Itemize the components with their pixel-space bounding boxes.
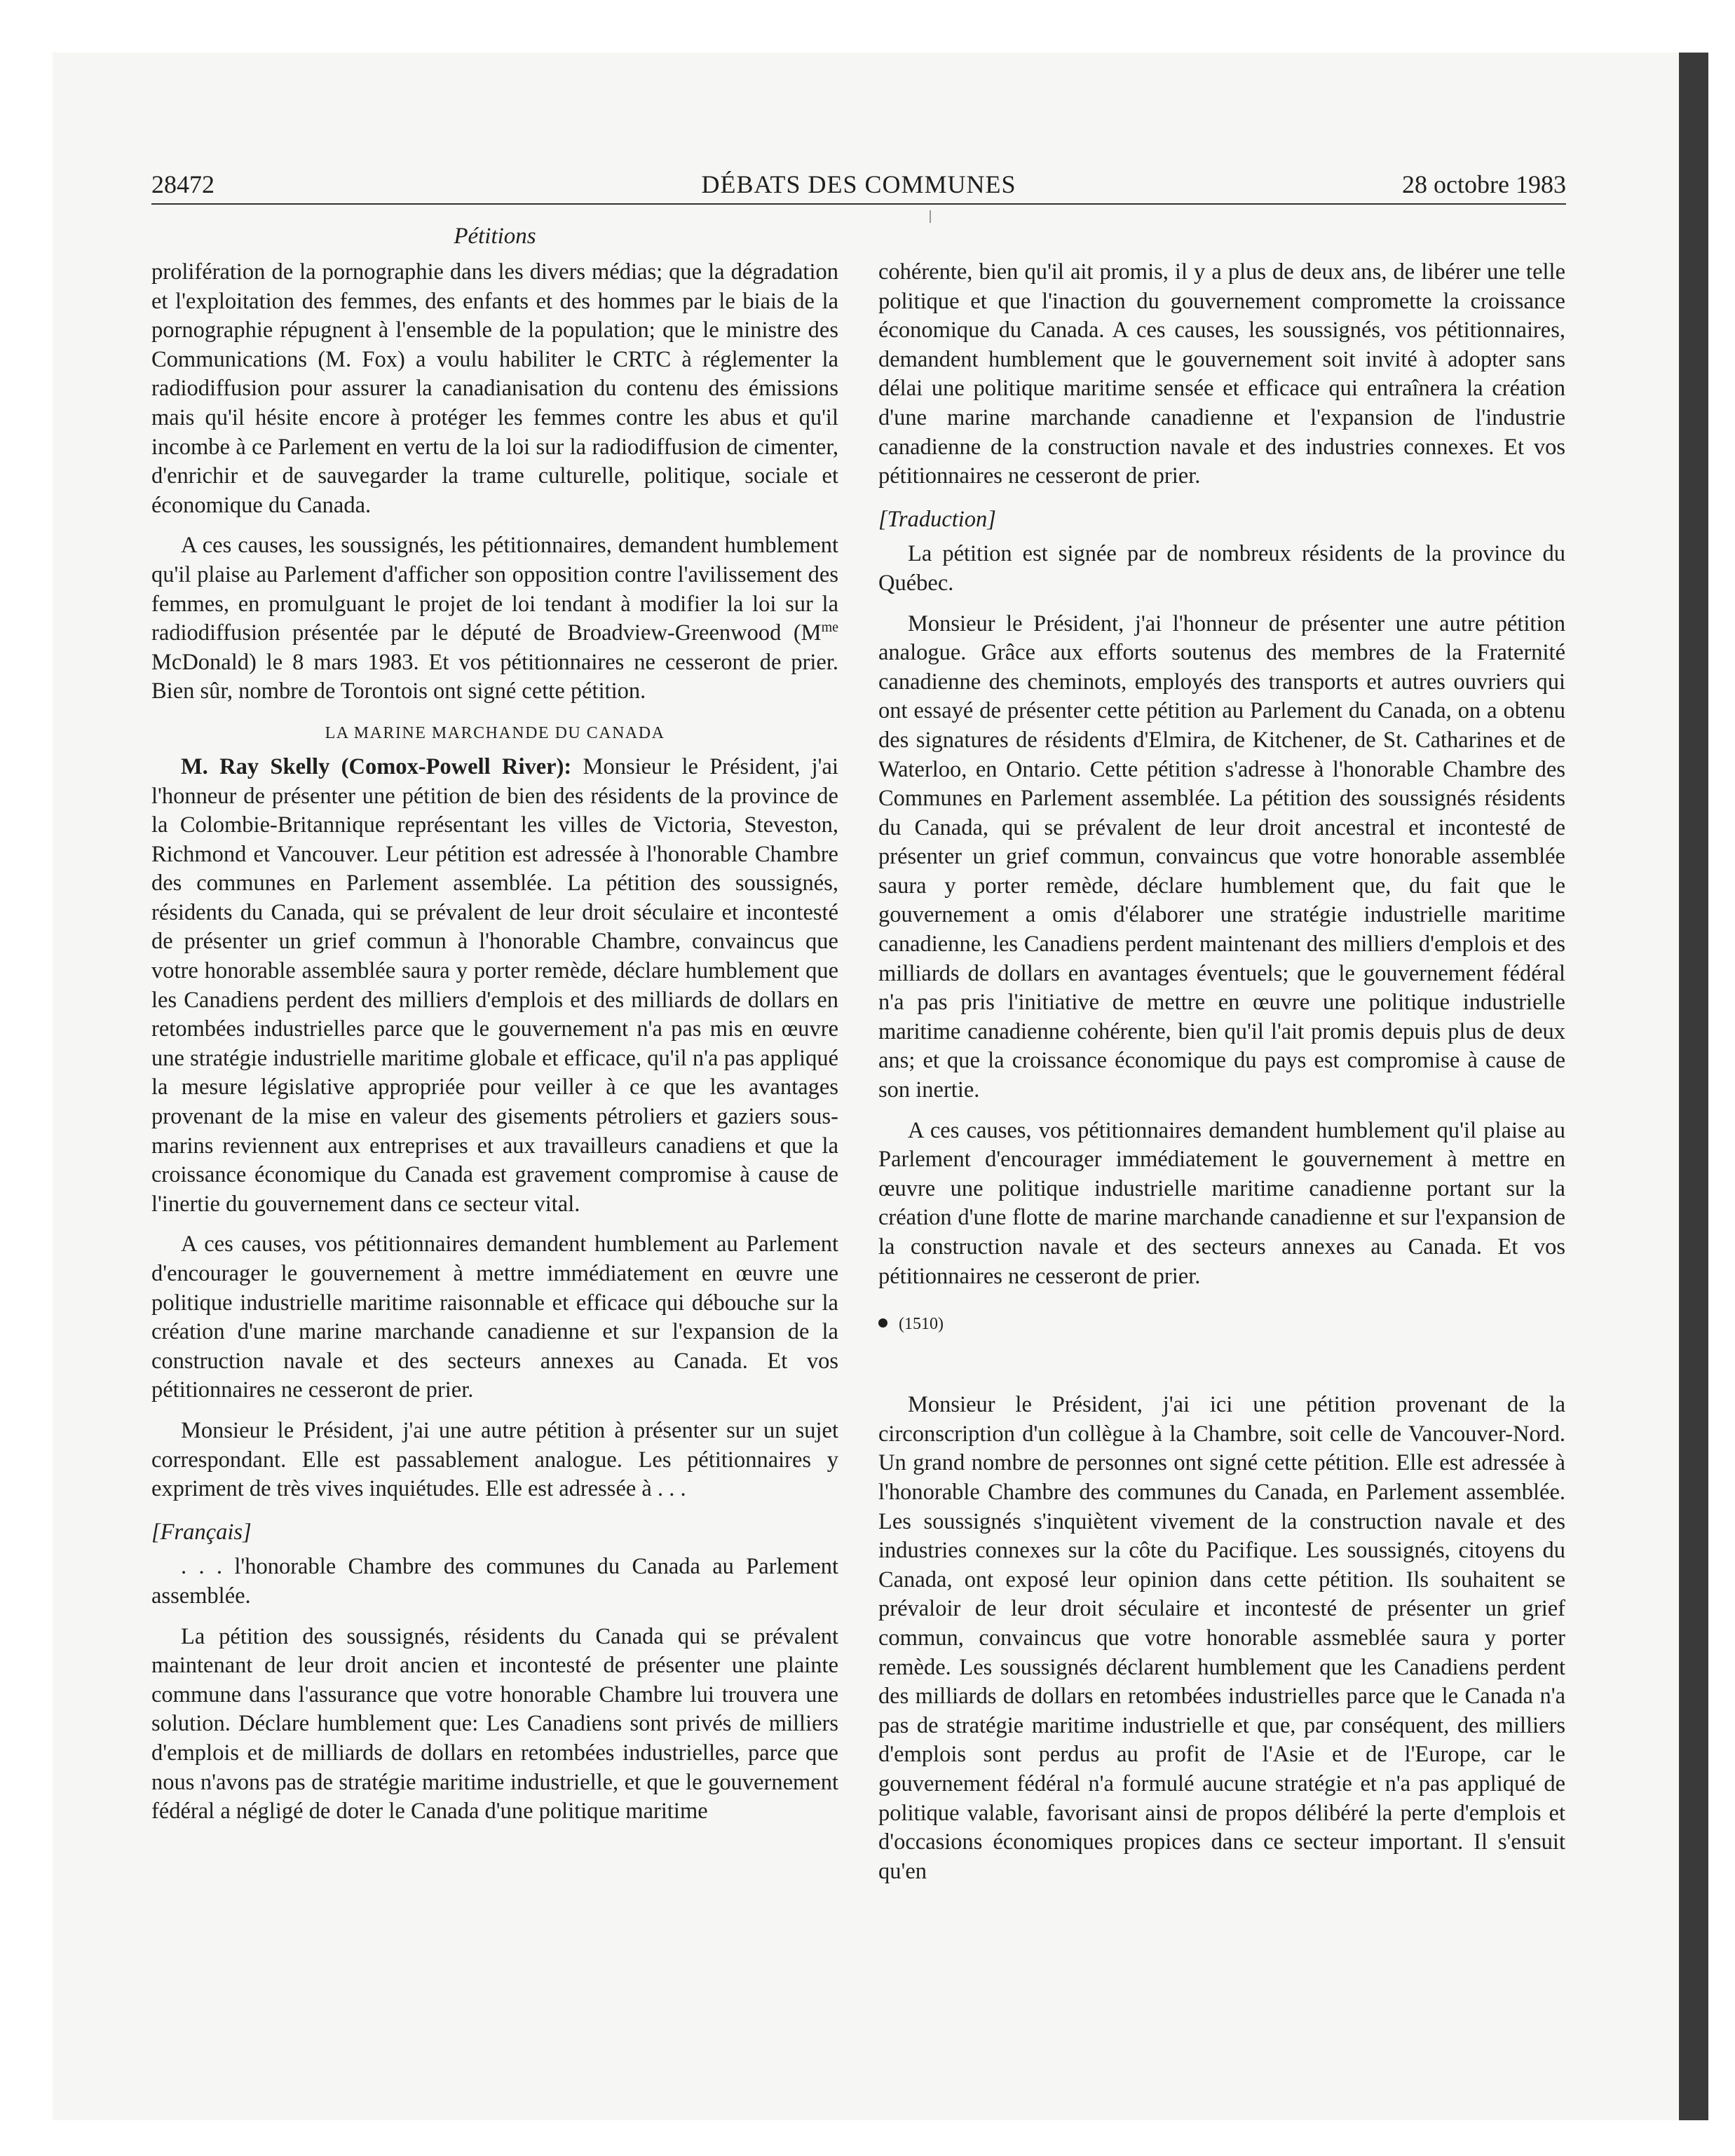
page-date: 28 octobre 1983 — [1402, 170, 1566, 198]
time-marker — [878, 1312, 1565, 1336]
time-marker-text: (1510) — [899, 1315, 944, 1334]
paragraph: La pétition des soussignés, résidents du Canada qui se prévalent maintenant de leur droit ancien et incontesté de présenter une plainte commune dans l'assurance que votre honorable Chambre lui trouvera une solution. Déclare humblement que: Les Canadiens sont privés de milliers d'emplois et de milliards de dollars en retombées industrielles, parce que nous n'avons pas de stratégie maritime industrielle, et que le gouvernement fédéral a négligé de doter le Canada d'une politique maritime — [151, 1623, 838, 1824]
paragraph: La pétition est signée par de nombreux résidents de la province du Québec. — [878, 541, 1565, 596]
speaker-name: M. Ray Skelly (Comox-Powell River): — [181, 753, 572, 779]
language-marker: [Français] — [151, 1519, 252, 1545]
paragraph: prolifération de la pornographie dans les divers médias; que la dégradation et l'exploitation des femmes, des enfants et des hommes par le biais de la pornographie répugnent à l'ensemble de la population; que le ministre des Communications (M. Fox) a voulu habiliter le CRTC à réglementer la radiodiffusion pour assurer la canadianisation du contenu des émissions mais qu'il hésite encore à protéger les femmes contre les abus et qu'il incombe à ce Parlement en vertu de la loi sur la radiodiffusion de cimenter, d'enrichir et de sauvegarder la trame culturelle, politique, sociale et économique du Canada. — [151, 259, 838, 518]
right-column — [878, 258, 1565, 1897]
bullet-dot-icon — [878, 1318, 887, 1328]
paragraph: cohérente, bien qu'il ait promis, il y a plus de deux ans, de libérer une telle politique et que l'inaction du gouvernement compromette la croissance économique du Canada. A ces causes, les soussignés, vos pétitionnaires, demandent humblement que le gouvernement soit invité à adopter sans délai une politique maritime sensée et efficace qui entraînera la création d'une marine marchande canadienne et l'expansion de l'industrie canadienne de la construction navale et des industries connexes. Et vos pétitionnaires ne cesseront de prier. — [878, 259, 1565, 489]
paragraph: A ces causes, vos pétitionnaires demandent humblement au Parlement d'encourager le gouvernement à mettre immédiatement en œuvre une politique industrielle maritime raisonnable et efficace qui débouche sur la création d'une marine marchande canadienne et sur l'expansion de la construction navale et des secteurs annexes au Canada. Et vos pétitionnaires ne cesseront de prier. — [151, 1231, 838, 1403]
subsection-heading: LA MARINE MARCHANDE DU CANADA — [325, 723, 665, 742]
page-header — [151, 167, 1566, 202]
header-rule — [151, 203, 1566, 205]
paragraph: Monsieur le Président, j'ai ici une pétition provenant de la circonscription d'un collègue à la Chambre, soit celle de Vancouver-Nord. Un grand nombre de personnes ont signé cette pétition. Elle est adressée à l'honorable Chambre des communes du Canada, en Parlement assemblée. Les soussignés s'inquiètent vivement de la construction navale et des industries connexes sur la côte du Pacifique. Les soussignés, citoyens du Canada, ont exposé leur opinion dans cette pétition. Ils souhaitent se prévaloir de leur droit séculaire et incontesté de présenter un grief commun, convaincus que votre honorable assmeblée saura y porter remède. Les soussignés déclarent humblement que les Canadiens perdent des milliards de dollars en retombées industrielles parce que le Canada n'a pas de stratégie maritime industrielle et que, par conséquent, des milliers d'emplois sont perdus au profit de l'Asie et de l'Europe, car le gouvernement fédéral n'a formulé aucune stratégie et n'a pas appliqué de politique valable, favorisant ainsi de propos délibéré la perte d'emplois et d'occasions économiques propices dans ce secteur important. Il s'ensuit qu'en — [878, 1392, 1565, 1884]
paragraph-text: A ces causes, les soussignés, les pétitionnaires, demandent humblement qu'il plaise au Parlement d'afficher son opposition contre l'avilissement des femmes, en promulguant le projet de loi tendant à modifier la loi sur la radiodiffusion présentée par le député de Broadview-Greenwood (M — [151, 533, 838, 646]
left-column — [151, 258, 838, 1838]
language-marker: [Traduction] — [878, 506, 996, 532]
paragraph — [151, 531, 838, 707]
scan-edge-shadow — [1679, 53, 1708, 2120]
paragraph-text: McDonald) le 8 mars 1983. Et vos pétitionnaires ne cesseront de prier. Bien sûr, nombre de Torontois ont signé cette pétition. — [151, 649, 838, 704]
paragraph — [151, 753, 838, 1220]
paragraph-text: Monsieur le Président, j'ai l'honneur de présenter une pétition de bien des résidents de la province de la Colombie-Britannique représentant les villes de Victoria, Steveston, Richmond et Vancouver. Leur pétition est adressée à l'honorable Chambre des communes en Parlement assemblée. La pétition des soussignés, résidents du Canada, qui se prévalent de leur droit séculaire et incontesté de présenter un grief commun à l'honorable Chambre, convaincus que votre honorable assemblée saura y porter remède, déclare humblement que les Canadiens perdent des milliers d'emplois et des milliards de dollars en retombées industrielles parce que le gouvernement n'a pas mis en œuvre une stratégie industrielle maritime globale et efficace, qu'il n'a pas appliqué la mesure législative appropriée pour veiller à ce que les avantages provenant de la mise en valeur des gisements pétroliers et gaziers sous-marins reviennent aux entreprises et aux travailleurs canadiens et que la croissance économique du Canada est gravement compromise à cause de l'inertie du gouvernement dans ce secteur vital. — [151, 753, 838, 1217]
paragraph: Monsieur le Président, j'ai l'honneur de présenter une autre pétition analogue. Grâce aux efforts soutenus des membres de la Fraternité canadienne des cheminots, employés des transports et autres ouvriers qui ont essayé de présenter cette pétition au Parlement du Canada, on a obtenu des signatures de résidents d'Elmira, de Kitchener, de St. Catharines et de Waterloo, en Ontario. Cette pétition s'adresse à l'honorable Chambre des Communes en Parlement assemblée. La pétition des soussignés résidents du Canada, qui se prévalent de leur droit ancestral et incontesté de présenter un grief commun, convaincus que votre honorable assemblée saura y porter remède, déclare humblement que, du fait que le gouvernement a omis d'élaborer une stratégie industrielle maritime canadienne, les Canadiens perdent maintenant des milliers d'emplois et des milliards de dollars en avantages éventuels; que le gouvernement fédéral n'a pas pris l'initiative de mettre en œuvre une politique industrielle maritime canadienne cohérente, bien qu'il l'ait promis depuis plus de deux ans; et que la croissance économique du pays est compromise à cause de son inertie. — [878, 610, 1565, 1103]
superscript: me — [821, 620, 838, 636]
paragraph: A ces causes, vos pétitionnaires demandent humblement qu'il plaise au Parlement d'encourager immédiatement le gouvernement à mettre en œuvre une politique industrielle maritime canadienne portant sur la création d'une flotte de marine marchande canadienne et sur l'expansion de la construction navale et des secteurs annexes au Canada. Et vos pétitionnaires ne cesseront de prier. — [878, 1117, 1565, 1289]
publication-title: DÉBATS DES COMMUNES — [701, 170, 1016, 198]
paragraph: Monsieur le Président, j'ai une autre pétition à présenter sur un sujet correspondant. Elle est passablement analogue. Les pétitionnaires y expriment de très vives inquiétudes. Elle est adressée à . . . — [151, 1417, 838, 1502]
section-title: Pétitions — [454, 224, 536, 249]
column-tick-mark — [930, 210, 931, 223]
paragraph: . . . l'honorable Chambre des communes du Canada au Parlement assemblée. — [151, 1554, 838, 1609]
page-number: 28472 — [151, 170, 215, 198]
